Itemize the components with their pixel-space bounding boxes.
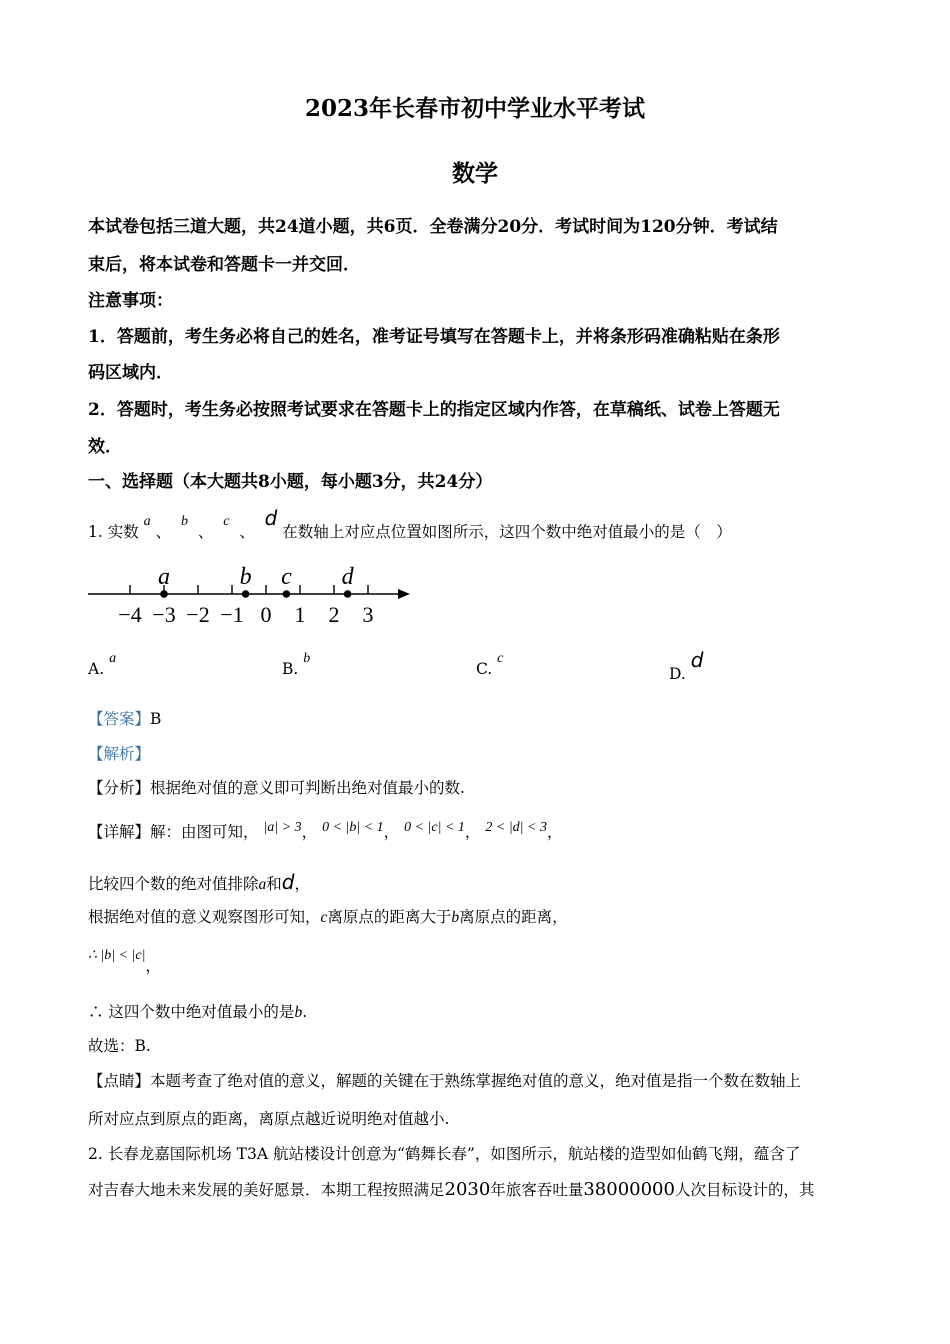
- detail-line: 【详解】解：由图可知， |a| > 3， 0 < |b| < 1， 0 < |c| < 1， 2 < |d| < 3，: [88, 820, 563, 841]
- observe-text-a: 根据绝对值的意义观察图形可知，: [88, 908, 321, 926]
- comment-line-1: 【点睛】本题考查了绝对值的意义，解题的关键在于熟练掌握绝对值的意义，绝对值是指一个数在数轴上: [88, 1072, 802, 1090]
- number-line-tick-label: 3: [362, 602, 374, 627]
- number-line-figure: [80, 555, 420, 635]
- compare-var-a: a: [258, 876, 267, 893]
- observe-line: [88, 905, 568, 927]
- compare-line: [88, 870, 310, 894]
- instruction-line-1: 本试卷包括三道大题，共24道小题，共6页．全卷满分20分．考试时间为120分钟．考试结: [88, 217, 778, 237]
- compare-end: ，: [294, 875, 310, 893]
- number-line-tick-label: −1: [220, 602, 244, 627]
- q1-sep-1: 、: [155, 523, 172, 541]
- number-line-arrow: [398, 589, 410, 599]
- therefore-line-2: [88, 1000, 307, 1022]
- therefore-var-b: b: [294, 1004, 303, 1021]
- q2-text-a: 对吉春大地未来发展的美好愿景．本期工程按照满足: [88, 1181, 445, 1199]
- q2-line-2: [88, 1178, 814, 1200]
- q1-sep-3: 、: [239, 523, 255, 541]
- q2-text-c: 人次目标设计的，其: [674, 1181, 815, 1199]
- detail-math-4: 2 < |d| < 3: [485, 820, 547, 835]
- subject-title: 数学: [452, 160, 498, 187]
- analysis-line: 【分析】根据绝对值的意义即可判断出绝对值最小的数.: [88, 779, 465, 797]
- exam-title: 2023年长春市初中学业水平考试: [304, 95, 645, 122]
- option-a-letter: A.: [88, 660, 105, 678]
- observe-text-c: 离原点的距离，: [459, 908, 568, 926]
- detail-math-1: |a| > 3: [263, 820, 302, 835]
- number-line-point-a: [160, 590, 168, 598]
- number-line-tick-label: −4: [118, 602, 142, 627]
- notice-item-2-line-1: 2．答题时，考生务必按照考试要求在答题卡上的指定区域内作答，在草稿纸、试卷上答题无: [88, 400, 780, 420]
- answer-tag: 【答案】: [88, 710, 151, 728]
- choose-line: 故选：B.: [88, 1037, 151, 1055]
- q1-var-b: b: [180, 514, 188, 529]
- q1-prefix: 1. 实数: [88, 523, 139, 541]
- compare-text-a: 比较四个数的绝对值排除: [88, 875, 259, 893]
- therefore-line-1: ∴ |b| < |c|，: [88, 948, 161, 975]
- comment-line-2: 所对应点到原点的距离，离原点越近说明绝对值越小.: [88, 1110, 450, 1128]
- q1-rest: 在数轴上对应点位置如图所示，这四个数中绝对值最小的是（ ）: [282, 523, 732, 541]
- option-d-value: d: [690, 648, 704, 672]
- number-line-point-label-a: a: [158, 564, 170, 590]
- observe-text-b: 离原点的距离大于: [327, 908, 452, 926]
- detail-math-3: 0 < |c| < 1: [404, 820, 465, 835]
- option-c[interactable]: [476, 651, 504, 679]
- compare-var-d: d: [281, 870, 295, 894]
- number-line-point-label-b: b: [239, 564, 252, 590]
- q2-passengers: 38000000: [583, 1179, 675, 1200]
- number-line-point-label-d: d: [341, 564, 354, 590]
- q1-stem: [88, 506, 732, 542]
- option-a-value: a: [109, 651, 117, 666]
- therefore-text-b: .: [302, 1003, 308, 1021]
- observe-var-b: b: [451, 909, 460, 926]
- observe-var-c: c: [320, 909, 328, 926]
- number-line-tick-label: 0: [260, 602, 272, 627]
- answer-value: B: [150, 710, 162, 728]
- detail-math-2: 0 < |b| < 1: [322, 820, 384, 835]
- option-d[interactable]: [669, 648, 704, 684]
- notice-item-2-line-2: 效．: [88, 437, 122, 457]
- option-c-value: c: [497, 651, 504, 666]
- number-line-point-d: [344, 590, 352, 598]
- notice-item-1-line-1: 1．答题前，考生务必将自己的姓名，准考证号填写在答题卡上，并将条形码准确粘贴在条形: [88, 327, 780, 347]
- q1-var-c: c: [223, 514, 230, 529]
- analysis-tag: 【解析】: [88, 745, 151, 763]
- notice-heading: 注意事项：: [88, 291, 173, 311]
- number-line-tick-label: 1: [294, 602, 306, 627]
- q1-var-d: d: [264, 506, 278, 530]
- option-d-letter: D.: [669, 665, 686, 683]
- number-line-tick-label: 2: [328, 602, 340, 627]
- q2-text-b: 年旅客吞吐量: [490, 1181, 584, 1199]
- number-line-point-b: [242, 590, 250, 598]
- notice-item-1-line-2: 码区域内．: [88, 363, 173, 383]
- option-a[interactable]: [88, 651, 117, 679]
- therefore-math: ∴ |b| < |c|: [88, 948, 146, 963]
- option-b[interactable]: [282, 651, 311, 679]
- section-1-heading: 一、选择题（本大题共8小题，每小题3分，共24分）: [88, 472, 493, 492]
- q2-year: 2030: [444, 1179, 491, 1200]
- q1-var-a: a: [143, 514, 151, 529]
- detail-tag: 【详解】解：由图可知，: [88, 823, 259, 841]
- number-line-point-c: [283, 590, 291, 598]
- option-b-value: b: [303, 651, 311, 666]
- instruction-line-2: 束后，将本试卷和答题卡一并交回．: [88, 255, 360, 275]
- number-line-tick-label: −3: [152, 602, 176, 627]
- option-b-letter: B.: [282, 660, 299, 678]
- compare-text-b: 和: [266, 875, 282, 893]
- option-c-letter: C.: [476, 660, 493, 678]
- number-line-point-label-c: c: [281, 564, 292, 590]
- q2-line-1: 2. 长春龙嘉国际机场 T3A 航站楼设计创意为“鹤舞长春”，如图所示，航站楼的造型如仙鹤飞翔，蕴含了: [88, 1145, 801, 1163]
- number-line-tick-label: −2: [186, 602, 210, 627]
- answer-line: [88, 707, 161, 729]
- q1-sep-2: 、: [197, 523, 214, 541]
- therefore-text-a: ∴ 这四个数中绝对值最小的是: [88, 1003, 295, 1021]
